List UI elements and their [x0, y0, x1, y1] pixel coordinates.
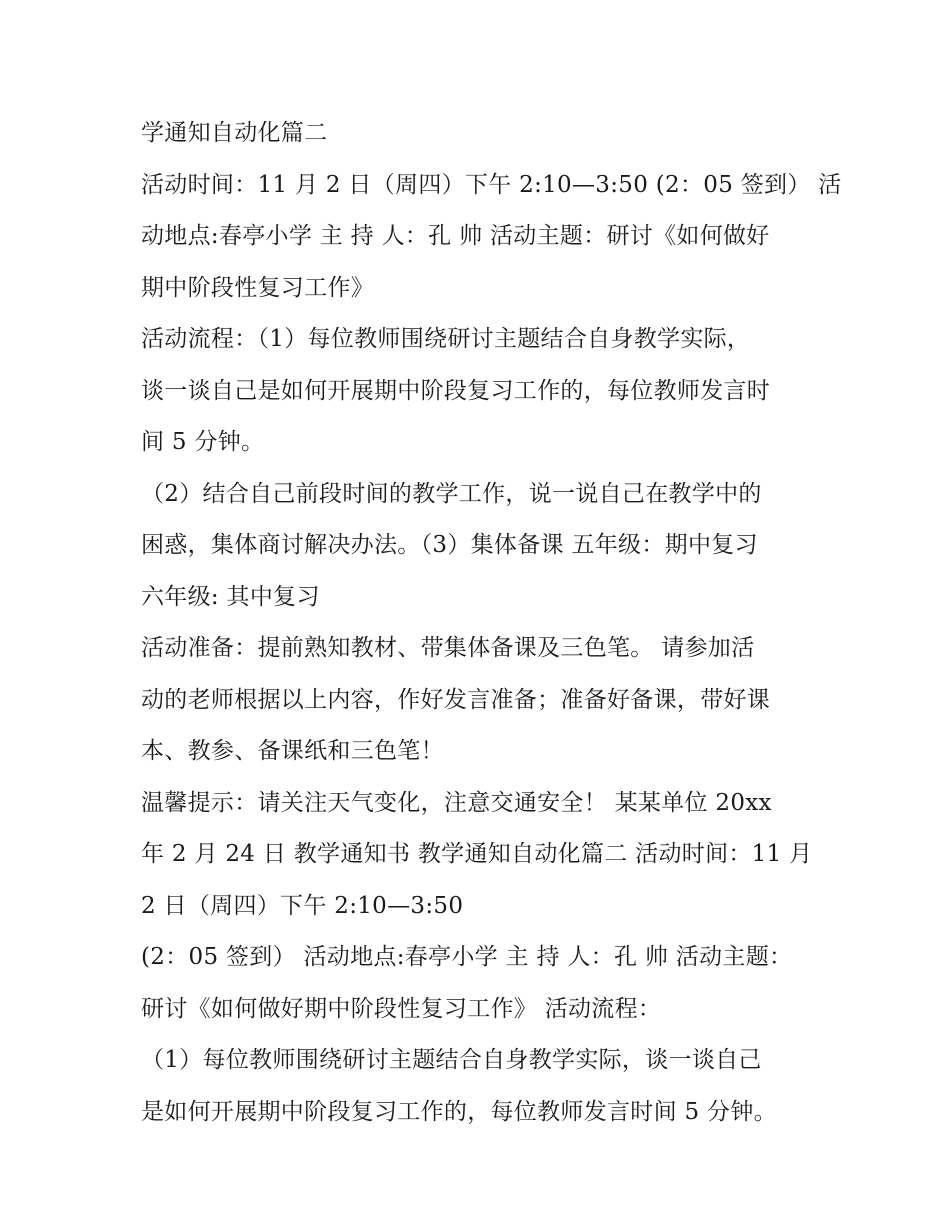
text-line: 研讨《如何做好期中阶段性复习工作》 活动流程：: [141, 995, 662, 1022]
text-line: 2 日（周四）下午 2:10—3:50: [141, 892, 464, 919]
text-line: 动地点:春亭小学 主 持 人：孔 帅 活动主题：研讨《如何做好: [141, 223, 770, 249]
text-line: 活动准备：提前熟知教材、带集体备课及三色笔。 请参加活: [141, 635, 755, 661]
text-line: 活动时间：11 月 2 日（周四）下午 2:10—3:50 (2：05 签到） 活: [141, 171, 842, 198]
text-line: （2）结合自己前段时间的教学工作，说一说自己在教学中的: [141, 480, 762, 507]
text-line: 学通知自动化篇二: [141, 120, 328, 146]
text-line: 期中阶段性复习工作》: [141, 274, 374, 301]
text-line: 六年级: 其中复习: [141, 583, 320, 610]
text-line: 动的老师根据以上内容，作好发言准备；准备好备课，带好课: [141, 686, 771, 713]
text-line: 谈一谈自己是如何开展期中阶段复习工作的，每位教师发言时: [141, 377, 771, 404]
text-line: 困惑，集体商讨解决办法。（3）集体备课 五年级：期中复习: [141, 532, 758, 558]
text-line: 活动流程：（1）每位教师围绕研讨主题结合自身教学实际，: [141, 326, 751, 352]
text-line: (2：05 签到） 活动地点:春亭小学 主 持 人：孔 帅 活动主题：: [141, 944, 793, 970]
text-line: 间 5 分钟。: [141, 429, 265, 455]
document-body: [141, 108, 842, 1138]
text-line: 年 2 月 24 日 教学通知书 教学通知自动化篇二 活动时间：11 月: [141, 841, 813, 867]
text-line: 是如何开展期中阶段复习工作的，每位教师发言时间 5 分钟。: [141, 1098, 777, 1125]
text-line: 温馨提示：请关注天气变化，注意交通安全！ 某某单位 20xx: [141, 789, 772, 816]
text-line: （1）每位教师围绕研讨主题结合自身教学实际，谈一谈自己: [141, 1047, 762, 1073]
text-line: 本、教参、备课纸和三色笔！: [141, 738, 444, 764]
